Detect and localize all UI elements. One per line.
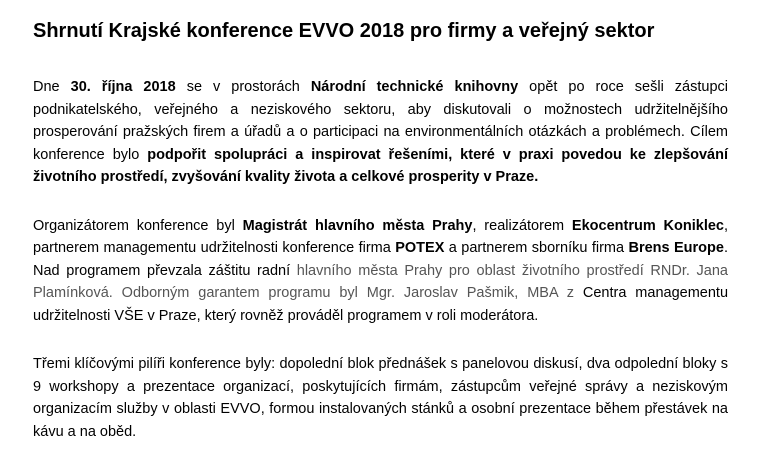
text-segment: opět po roce sešli zástupci podnikatelského, veřejného a neziskového sektoru, aby diskutovali o možnostech udržitelnějšího prosperování pražských firem a úřadů a o participaci na environmentálních otázkách a problémech. Cílem konference bylo — [33, 79, 728, 163]
organizer-name: Magistrát hlavního města Prahy — [242, 217, 473, 234]
realizer-name: Ekocentrum Koniklec — [571, 217, 724, 234]
text-segment: , realizátorem — [472, 217, 572, 234]
text-segment: se v prostorách — [175, 79, 311, 95]
text-segment: . Nad programem převzala záštitu radní — [33, 240, 728, 279]
document-body — [33, 76, 728, 469]
partner-brens: Brens Europe — [628, 240, 724, 256]
text-segment: Dne — [33, 79, 71, 95]
text-segment: Centra managementu udržitelnosti VŠE v Praze, který rovněž prováděl programem v roli moderátora. — [33, 285, 729, 324]
paragraph-organizers — [33, 215, 728, 328]
venue-name: Národní technické knihovny — [310, 79, 519, 95]
text-segment: a partnerem sborníku firma — [444, 240, 629, 256]
text-segment: Organizátorem konference byl — [33, 217, 243, 234]
text-segment: , partnerem managementu udržitelnosti konference firma — [33, 217, 729, 256]
document-title: Shrnutí Krajské konference EVVO 2018 pro firmy a veřejný sektor — [33, 20, 655, 42]
paragraph-intro — [33, 76, 728, 189]
event-date: 30. října 2018 — [70, 79, 176, 95]
partner-potex: POTEX — [395, 240, 445, 256]
conference-goal: podpořit spolupráci a inspirovat řešeními, které v praxi povedou ke zlepšování životního prostředí, zvyšování kvality života a celkové prosperity v Praze. — [33, 146, 729, 185]
patron-text: hlavního města Prahy pro oblast životního prostředí RNDr. Jana Plamínková. Odborným garantem programu byl Mgr. Jaroslav Pašmik, MBA z — [33, 262, 728, 301]
paragraph-pillars: Třemi klíčovými pilíři konference byly: dopolední blok přednášek s panelovou diskusí, dva odpolední bloky s 9 workshopy a prezentace organizací, poskytujících firmám, zástupcům veřejné správy a neziskovým organizacím služby v oblasti EVVO, formou instalovaných stánků a osobní prezentace během přestávek na kávu a na oběd. — [33, 356, 728, 440]
